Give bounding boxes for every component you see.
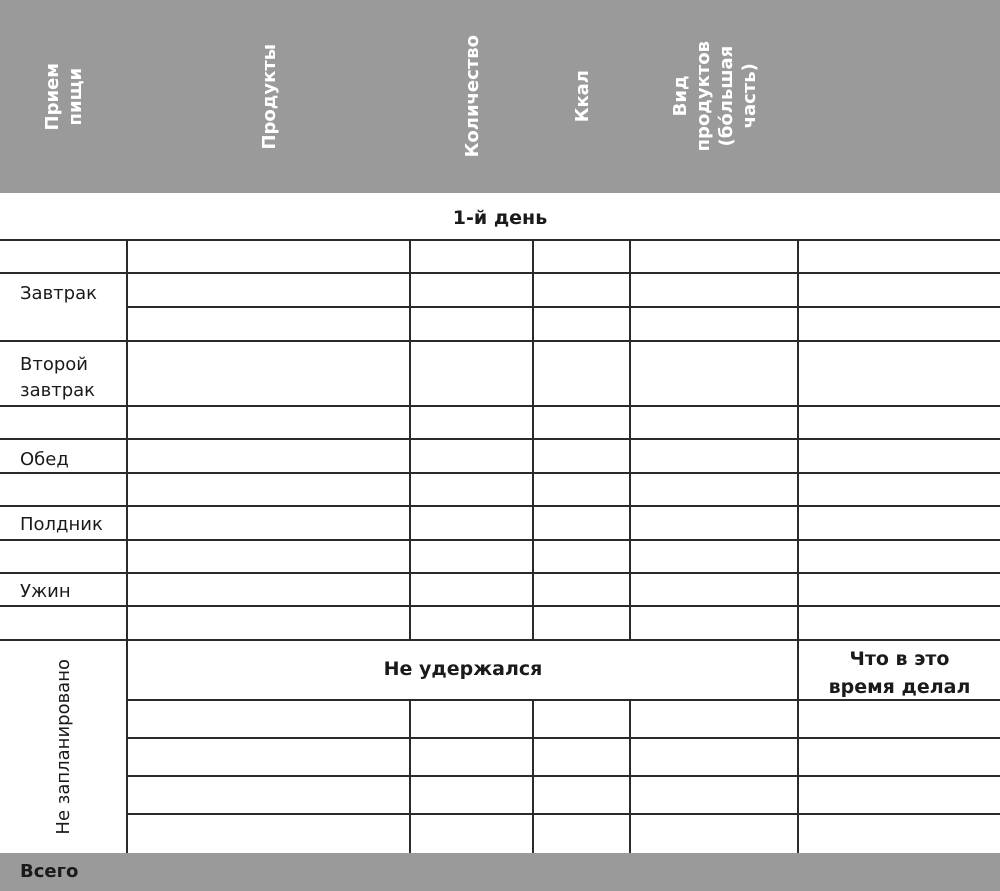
row-line <box>0 472 1000 474</box>
row-line <box>0 405 1000 407</box>
meal-breakfast: Завтрак <box>20 283 97 304</box>
header-products-label: Продукты <box>258 43 280 150</box>
row-line <box>0 340 1000 342</box>
column-line <box>532 700 534 853</box>
header-products <box>128 0 410 193</box>
footer-total-row <box>0 853 1000 891</box>
row-line <box>0 505 1000 507</box>
row-line <box>0 272 1000 274</box>
header-meal <box>0 0 127 193</box>
header-meal-label: Прием пищи <box>41 62 86 131</box>
column-line <box>532 240 534 640</box>
row-line <box>0 239 1000 241</box>
row-line <box>0 572 1000 574</box>
meal-dinner: Ужин <box>20 581 71 602</box>
unplanned-label-text: Не запланировано <box>53 659 74 835</box>
header-kcal-label: Ккал <box>571 70 593 123</box>
row-line <box>128 737 1000 739</box>
broke-down-title: Не удержался <box>383 658 543 680</box>
row-line <box>0 639 1000 641</box>
column-line <box>629 700 631 853</box>
row-line <box>0 539 1000 541</box>
header-type-label: Вид продуктов (бóльшая часть) <box>670 41 760 152</box>
row-line <box>128 306 1000 308</box>
column-line <box>126 240 128 853</box>
row-line <box>128 699 1000 701</box>
row-line <box>128 813 1000 815</box>
doing-title: Что в это время делал <box>828 648 971 698</box>
column-line <box>409 240 411 640</box>
header-quantity <box>411 0 533 193</box>
header-quantity-label: Количество <box>461 35 483 158</box>
row-line <box>0 438 1000 440</box>
meal-second-breakfast: Второй завтрак <box>20 354 96 401</box>
column-line <box>409 700 411 853</box>
column-line <box>797 240 799 853</box>
row-line <box>0 605 1000 607</box>
unplanned-label <box>0 642 127 852</box>
meal-lunch: Обед <box>20 449 69 470</box>
header-kcal <box>534 0 630 193</box>
day-title: 1-й день <box>452 207 548 229</box>
meal-snack: Полдник <box>20 514 103 535</box>
column-line <box>629 240 631 640</box>
header-type <box>631 0 799 193</box>
row-line <box>128 775 1000 777</box>
footer-total-label: Всего <box>20 861 79 882</box>
